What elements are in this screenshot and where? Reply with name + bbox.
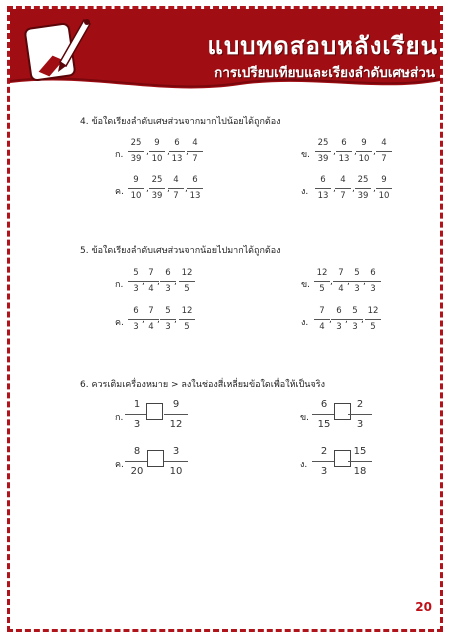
fraction: 5 3 <box>126 268 146 295</box>
fraction: 6 3 <box>363 268 383 295</box>
comma: , <box>361 315 364 325</box>
fraction: 8 20 <box>124 445 150 478</box>
paper-pen-icon <box>18 12 94 88</box>
comma: , <box>329 315 332 325</box>
fraction: 6 3 <box>126 306 146 333</box>
comma: , <box>373 184 376 194</box>
fraction: 5 3 <box>347 268 367 295</box>
question-4-choice-d-label[interactable]: ง. <box>301 187 309 197</box>
fraction: 12 5 <box>177 268 197 295</box>
fraction: 7 4 <box>312 306 332 333</box>
comma: , <box>167 184 170 194</box>
fraction: 7 4 <box>331 268 351 295</box>
fraction: 4 7 <box>166 175 186 202</box>
fraction: 4 7 <box>374 138 394 165</box>
comma: , <box>174 277 177 287</box>
fraction: 3 10 <box>163 445 189 478</box>
fraction: 6 3 <box>329 306 349 333</box>
fraction: 25 39 <box>147 175 167 202</box>
comparison-answer-box[interactable] <box>146 403 163 420</box>
fraction: 4 7 <box>185 138 205 165</box>
fraction: 9 10 <box>147 138 167 165</box>
fraction: 9 10 <box>126 175 146 202</box>
comma: , <box>373 147 376 157</box>
page-title: แบบทดสอบหลังเรียน <box>207 31 438 60</box>
comma: , <box>333 147 336 157</box>
question-6-choice-d-label[interactable]: ง. <box>300 460 308 470</box>
fraction: 4 7 <box>333 175 353 202</box>
comma: , <box>186 147 189 157</box>
fraction: 2 3 <box>347 398 373 431</box>
fraction: 25 39 <box>353 175 373 202</box>
fraction: 1 3 <box>124 398 150 431</box>
question-6-choice-c-label[interactable]: ค. <box>115 460 124 470</box>
fraction: 7 4 <box>141 268 161 295</box>
page-number: 20 <box>415 600 432 614</box>
question-4-choice-b-label[interactable]: ข. <box>301 150 311 160</box>
comma: , <box>352 184 355 194</box>
question-6-text: 6. ควรเติมเครื่องหมาย > ลงในช่องสี่เหลี่ยมข้อใดเพื่อให้เป็นจริง <box>80 380 325 390</box>
question-5-choice-d-label[interactable]: ง. <box>301 318 309 328</box>
fraction: 7 4 <box>141 306 161 333</box>
question-5-text: 5. ข้อใดเรียงลำดับเศษส่วนจากน้อยไปมากได้ถูกต้อง <box>80 246 281 256</box>
question-6-choice-b-label[interactable]: ข. <box>300 413 310 423</box>
comma: , <box>146 184 149 194</box>
header-banner <box>10 9 440 93</box>
fraction: 12 5 <box>177 306 197 333</box>
fraction: 2 3 <box>311 445 337 478</box>
comma: , <box>354 147 357 157</box>
fraction: 6 13 <box>313 175 333 202</box>
comma: , <box>146 147 149 157</box>
comma: , <box>167 147 170 157</box>
fraction: 15 18 <box>347 445 373 478</box>
fraction: 12 5 <box>312 268 332 295</box>
comma: , <box>157 277 160 287</box>
question-5-choice-b-label[interactable]: ข. <box>301 280 311 290</box>
comma: , <box>330 277 333 287</box>
fraction: 9 10 <box>354 138 374 165</box>
fraction: 5 3 <box>158 306 178 333</box>
fraction: 5 3 <box>345 306 365 333</box>
comma: , <box>363 277 366 287</box>
fraction: 6 13 <box>334 138 354 165</box>
question-6-choice-a-label[interactable]: ก. <box>115 413 124 423</box>
comma: , <box>142 315 145 325</box>
question-4-text: 4. ข้อใดเรียงลำดับเศษส่วนจากมากไปน้อยได้ถูกต้อง <box>80 117 281 127</box>
comma: , <box>345 315 348 325</box>
comma: , <box>142 277 145 287</box>
comma: , <box>157 315 160 325</box>
fraction: 6 15 <box>311 398 337 431</box>
fraction: 6 3 <box>158 268 178 295</box>
fraction: 9 12 <box>163 398 189 431</box>
fraction: 6 13 <box>185 175 205 202</box>
page-subtitle: การเปรียบเทียบและเรียงลำดับเศษส่วน <box>214 65 435 81</box>
question-5-choice-c-label[interactable]: ค. <box>115 318 124 328</box>
comma: , <box>347 277 350 287</box>
fraction: 9 10 <box>374 175 394 202</box>
question-4-choice-c-label[interactable]: ค. <box>115 187 124 197</box>
comparison-answer-box[interactable] <box>147 450 164 467</box>
fraction: 6 13 <box>167 138 187 165</box>
fraction: 12 5 <box>363 306 383 333</box>
comma: , <box>333 184 336 194</box>
question-4-choice-a-label[interactable]: ก. <box>115 150 124 160</box>
fraction: 25 39 <box>126 138 146 165</box>
comma: , <box>185 184 188 194</box>
fraction: 25 39 <box>313 138 333 165</box>
comma: , <box>174 315 177 325</box>
question-5-choice-a-label[interactable]: ก. <box>115 280 124 290</box>
